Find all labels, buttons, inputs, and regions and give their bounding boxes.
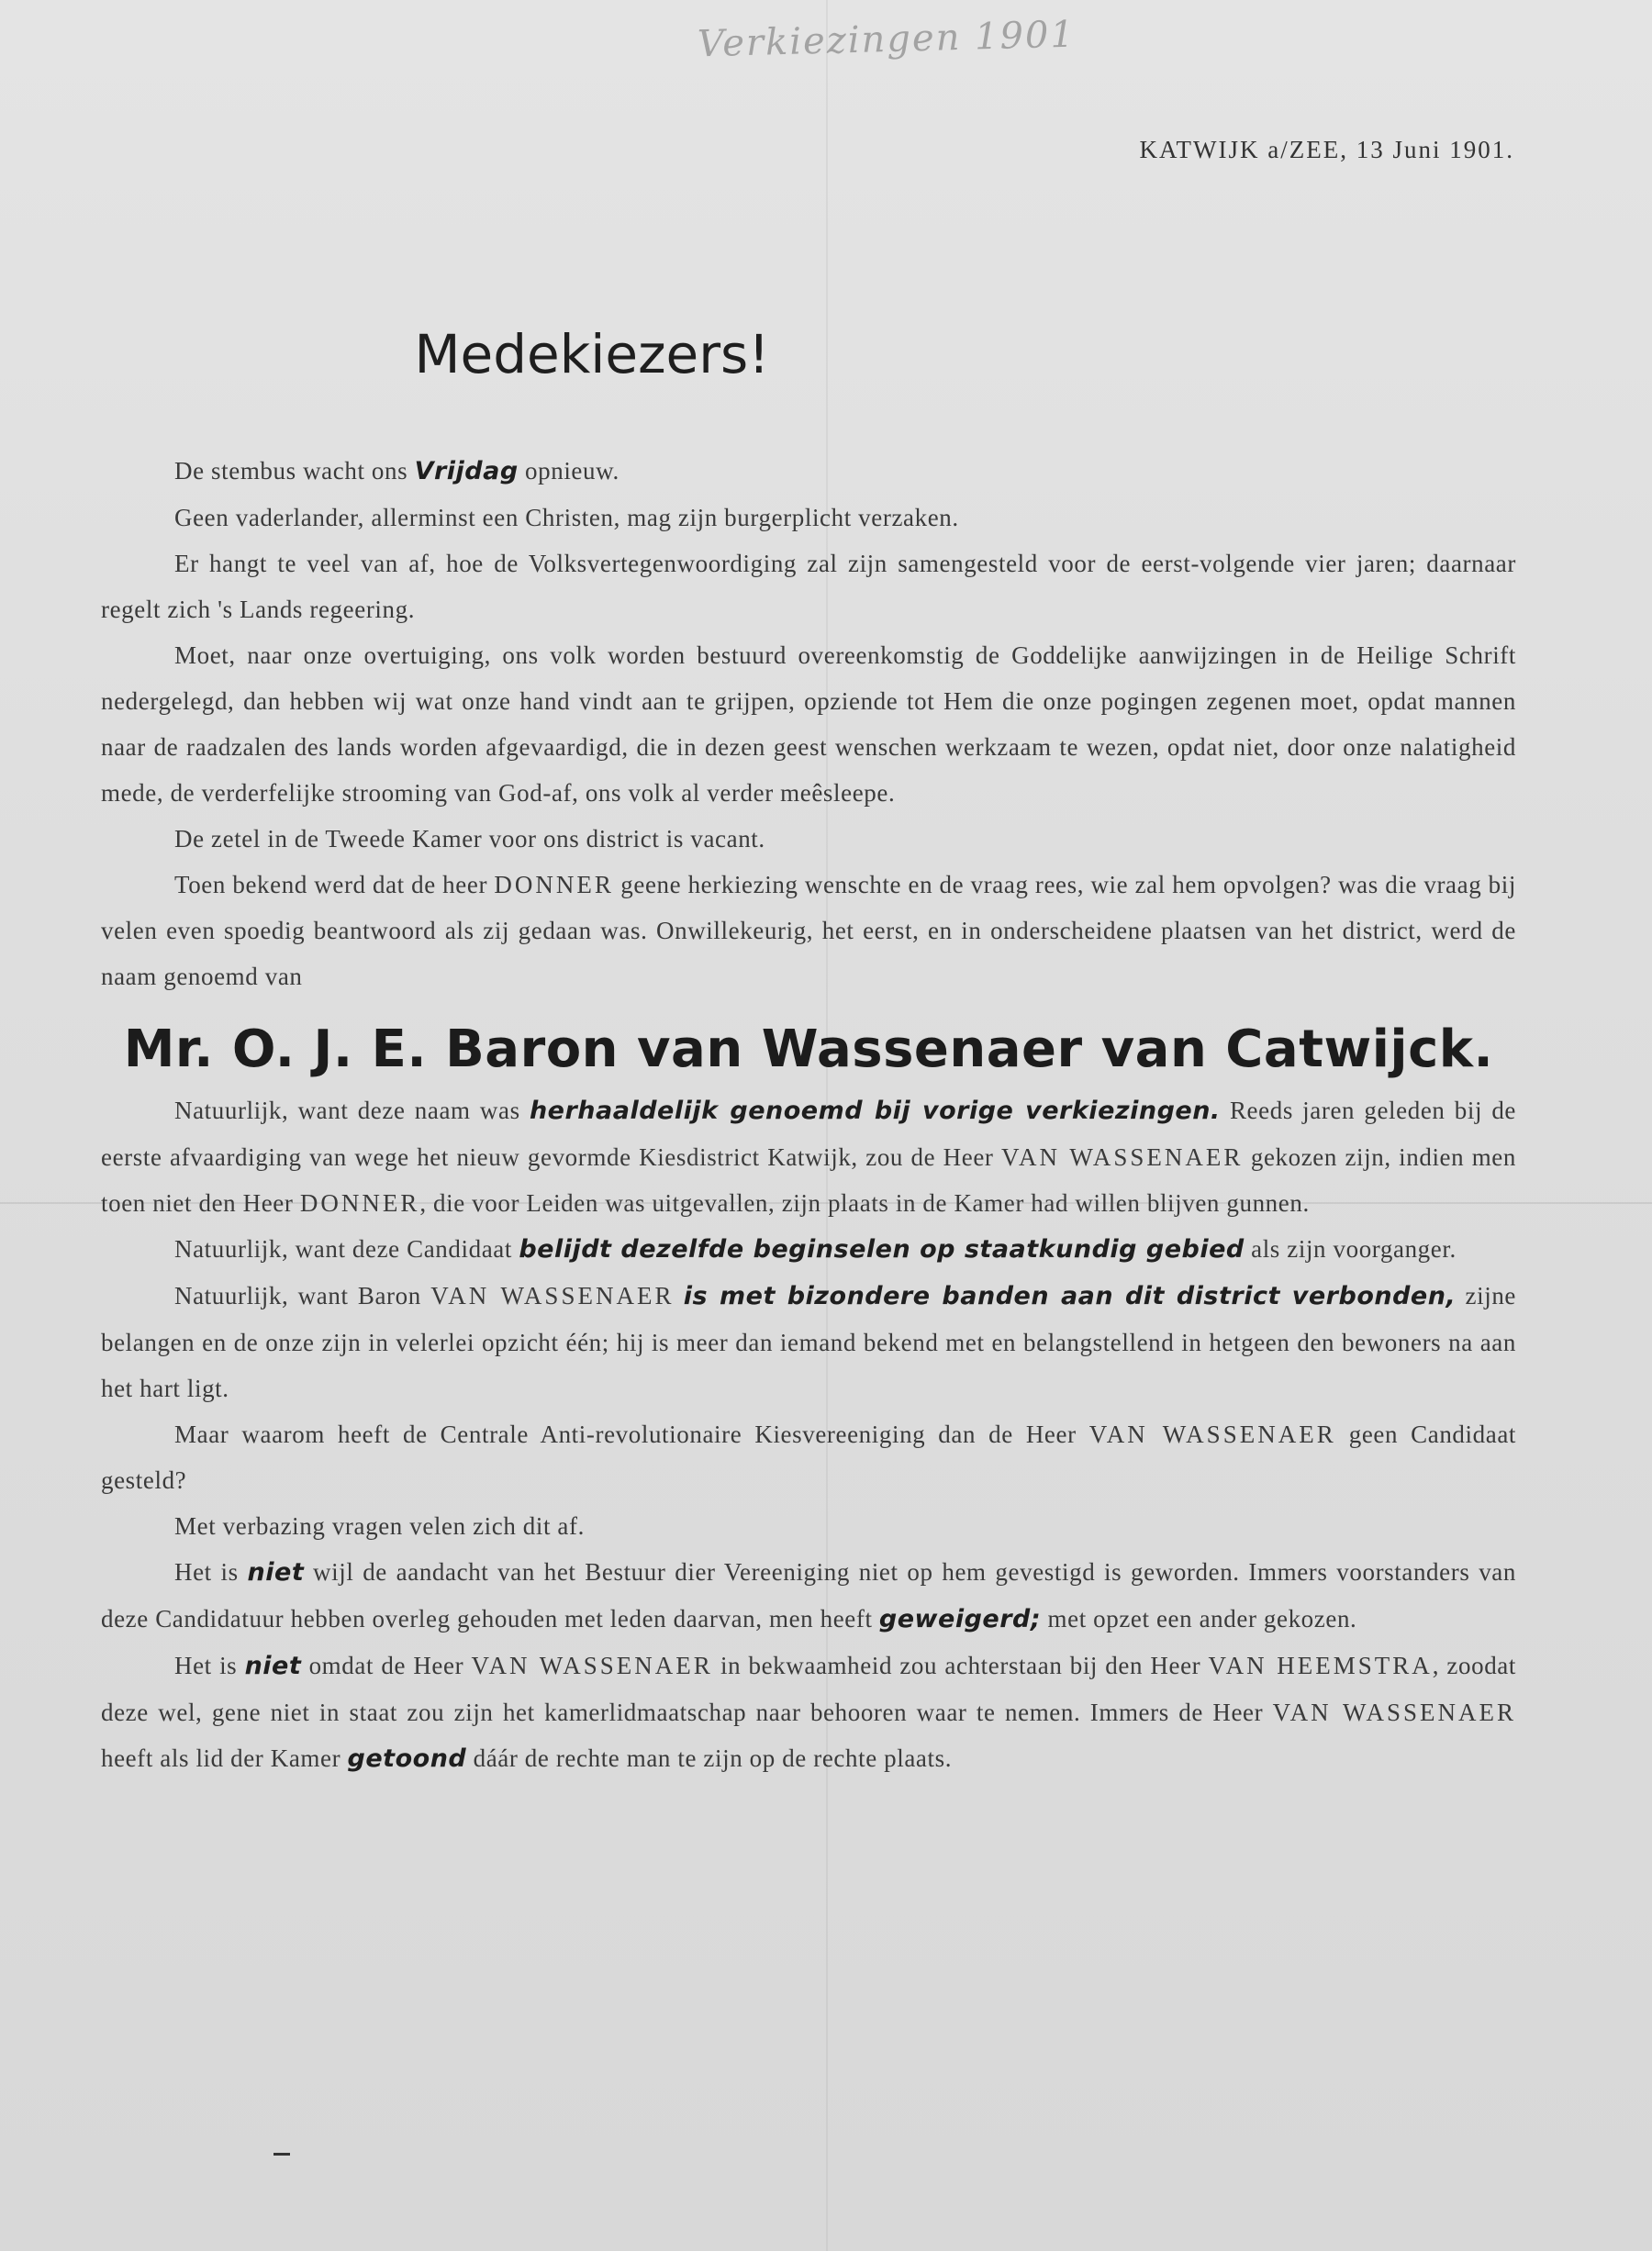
paragraph-9 xyxy=(101,1273,1516,1411)
name-text: DONNER xyxy=(299,1189,420,1217)
text-run: Toen bekend werd dat de heer xyxy=(174,871,495,898)
paragraph-12 xyxy=(101,1549,1516,1643)
text-run: dáár de rechte man te zijn op de rechte plaats. xyxy=(466,1744,953,1772)
paragraph-3: Er hangt te veel van af, hoe de Volksvertegenwoordiging zal zijn samengesteld voor de eerst-volgende vier jaren; daarnaar regelt zich 's Lands regeering. xyxy=(101,550,1516,623)
text-run: De stembus wacht ons xyxy=(174,457,415,485)
name-text: VAN WASSENAER xyxy=(1272,1699,1517,1726)
text-run: Het is xyxy=(174,1652,245,1679)
paragraph-5: De zetel in de Tweede Kamer voor ons district is vacant. xyxy=(174,825,765,852)
text-run: Natuurlijk, want deze Candidaat xyxy=(174,1235,519,1263)
emphasis-text: getoond xyxy=(347,1744,467,1773)
paragraph-4: Moet, naar onze overtuiging, ons volk worden bestuurd overeenkomstig de Goddelijke aanwijzingen in de Heilige Schrift nedergelegd, dan hebben wij wat onze hand vindt aan te grijpen, opziende tot Hem die onze pogingen zegenen moet, opdat mannen naar de raadzalen des lands worden afgevaardigd, die in dezen geest wenschen werkzaam te wezen, opdat niet, door onze nalatigheid mede, de verderfelijke strooming van God-af, ons volk al verder meêsleepe. xyxy=(101,641,1516,807)
text-run xyxy=(674,1282,683,1309)
letter-body xyxy=(101,448,1516,1782)
bottom-dash-mark xyxy=(273,2153,290,2156)
paragraph-10 xyxy=(101,1411,1516,1503)
emphasis-text: belijdt dezelfde beginselen op staatkundig gebied xyxy=(519,1235,1245,1264)
paragraph-1 xyxy=(101,448,1516,495)
name-text: DONNER xyxy=(494,871,614,898)
text-run: als zijn voorganger. xyxy=(1244,1235,1457,1263)
paragraph-7 xyxy=(101,1087,1516,1226)
text-run: gekozen zijn, indien men toen niet den Heer xyxy=(101,1143,1516,1217)
text-run: Maar waarom heeft de Centrale Anti-revolutionaire Kiesvereeniging dan de Heer xyxy=(174,1421,1089,1448)
paragraph-11: Met verbazing vragen velen zich dit af. xyxy=(174,1512,585,1540)
candidate-name: Mr. O. J. E. Baron van Wassenaer van Catwijck. xyxy=(123,1020,1494,1079)
text-run: Reeds jaren geleden bij de eerste afvaardiging van wege het nieuw gevormde Kiesdistrict Katwijk, zou de Heer xyxy=(101,1097,1517,1171)
text-run: geen Candidaat gesteld? xyxy=(101,1421,1517,1494)
emphasis-text: niet xyxy=(247,1558,305,1587)
emphasis-text: niet xyxy=(244,1652,302,1680)
emphasis-text: geweigerd; xyxy=(878,1605,1042,1633)
name-text: VAN HEEMSTRA xyxy=(1208,1652,1433,1679)
paragraph-2: Geen vaderlander, allerminst een Christen, mag zijn burgerplicht verzaken. xyxy=(174,504,959,531)
dateline: KATWIJK a/ZEE, 13 Juni 1901. xyxy=(1139,136,1514,163)
emphasis-text: Vrijdag xyxy=(414,457,519,485)
name-text: VAN WASSENAER xyxy=(1088,1421,1336,1448)
paragraph-6 xyxy=(101,862,1516,999)
text-run: Natuurlijk, want deze naam was xyxy=(174,1097,530,1124)
text-run: , die voor Leiden was uitgevallen, zijn plaats in de Kamer had willen blijven gunnen. xyxy=(419,1189,1310,1217)
text-run: in bekwaamheid zou achterstaan bij den Heer xyxy=(712,1652,1209,1679)
text-run: , zoodat deze wel, gene niet in staat zou zijn het kamerlidmaatschap naar behooren waar te nemen. Immers de Heer xyxy=(101,1652,1516,1726)
page-title: Medekiezers! xyxy=(414,323,770,385)
handwritten-note: Verkiezingen 1901 xyxy=(697,13,1077,66)
text-run: met opzet een ander gekozen. xyxy=(1041,1605,1357,1633)
text-run: Natuurlijk, want Baron xyxy=(174,1282,431,1309)
paragraph-13 xyxy=(101,1643,1516,1782)
name-text: VAN WASSENAER xyxy=(471,1652,713,1679)
text-run: zijne belangen en de onze zijn in velerlei opzicht één; hij is meer dan iemand bekend met en belangstellend in hetgeen den bewoners na aan het hart ligt. xyxy=(101,1282,1517,1402)
text-run: heeft als lid der Kamer xyxy=(101,1744,348,1772)
text-run: omdat de Heer xyxy=(301,1652,472,1679)
name-text: VAN WASSENAER xyxy=(430,1282,675,1309)
text-run: wijl de aandacht van het Bestuur dier Vereeniging niet op hem gevestigd is geworden. Immers voorstanders van deze Candidatuur hebben overleg gehouden met leden daarvan, men heeft xyxy=(101,1558,1516,1633)
name-text: VAN WASSENAER xyxy=(1000,1143,1244,1171)
text-run: opnieuw. xyxy=(518,457,620,485)
emphasis-text: herhaaldelijk genoemd bij vorige verkiezingen. xyxy=(529,1097,1221,1125)
text-run: geene herkiezing wenschte en de vraag rees, wie zal hem opvolgen? was die vraag bij velen even spoedig beantwoord als zij gedaan was. Onwillekeurig, het eerst, en in onderscheidene plaatsen van het district, werd de naam genoemd van xyxy=(101,871,1516,990)
emphasis-text: is met bizondere banden aan dit district verbonden, xyxy=(683,1282,1457,1310)
paragraph-8 xyxy=(101,1226,1516,1273)
text-run: Het is xyxy=(174,1558,248,1586)
